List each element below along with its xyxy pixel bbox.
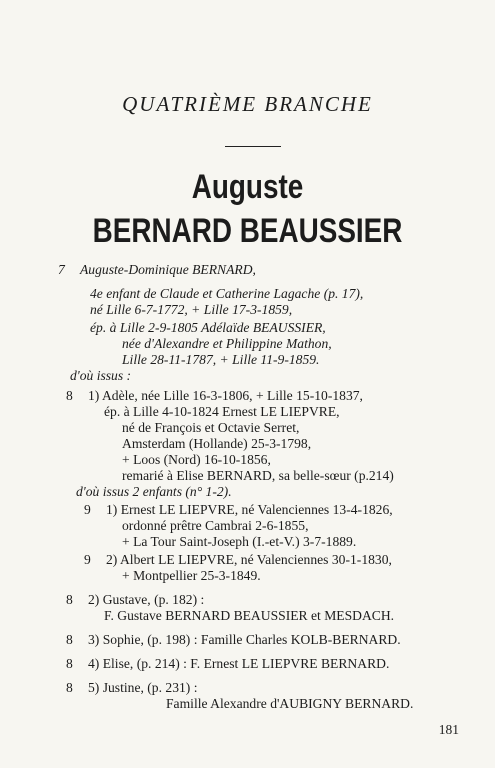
entry-line: d'où issus :	[70, 368, 132, 383]
entry-line: 7 Auguste-Dominique BERNARD,	[58, 262, 256, 277]
family-name-line1: Auguste	[191, 168, 304, 206]
entry-line: 8 1) Adèle, née Lille 16-3-1806, + Lille 15-10-1837,	[66, 388, 363, 403]
entry-line: ordonné prêtre Cambrai 2-6-1855,	[122, 518, 309, 533]
entry-line: remarié à Elise BERNARD, sa belle-sœur (p.214)	[122, 468, 394, 483]
entry-line: ép. à Lille 2-9-1805 Adélaïde BEAUSSIER,	[90, 320, 326, 335]
entry-line: Amsterdam (Hollande) 25-3-1798,	[122, 436, 312, 451]
entry-line: F. Gustave BERNARD BEAUSSIER et MESDACH.	[104, 608, 395, 623]
entry-line: d'où issus 2 enfants (n° 1-2).	[76, 484, 232, 499]
entry-line: + Montpellier 25-3-1849.	[122, 568, 261, 583]
entry-line: + Loos (Nord) 16-10-1856,	[122, 452, 271, 467]
entry-line: + La Tour Saint-Joseph (I.-et-V.) 3-7-1889.	[122, 534, 357, 549]
entry-line: 9 1) Ernest LE LIEPVRE, né Valenciennes 13-4-1826,	[84, 502, 393, 517]
entry-line: 8 2) Gustave, (p. 182) :	[66, 592, 205, 607]
entry-line: né Lille 6-7-1772, + Lille 17-3-1859,	[90, 302, 293, 317]
entry-line: Famille Alexandre d'AUBIGNY BERNARD.	[166, 696, 414, 711]
entry-line: Lille 28-11-1787, + Lille 11-9-1859.	[122, 352, 320, 367]
entry-line: 8 3) Sophie, (p. 198) : Famille Charles KOLB-BERNARD.	[66, 632, 401, 647]
page-number: 181	[438, 722, 459, 737]
family-name-line2: BERNARD BEAUSSIER	[92, 212, 403, 250]
entry-line: 9 2) Albert LE LIEPVRE, né Valenciennes 30-1-1830,	[84, 552, 392, 567]
entry-line: née d'Alexandre et Philippine Mathon,	[122, 336, 332, 351]
title-divider	[225, 146, 281, 147]
entry-line: 4e enfant de Claude et Catherine Lagache (p. 17),	[90, 286, 364, 301]
entry-line: 8 5) Justine, (p. 231) :	[66, 680, 198, 695]
entry-line: 8 4) Elise, (p. 214) : F. Ernest LE LIEPVRE BERNARD.	[66, 656, 390, 671]
entry-line: ép. à Lille 4-10-1824 Ernest LE LIEPVRE,	[104, 404, 340, 419]
entry-line: né de François et Octavie Serret,	[122, 420, 300, 435]
branch-title: QUATRIÈME BRANCHE	[122, 92, 373, 116]
